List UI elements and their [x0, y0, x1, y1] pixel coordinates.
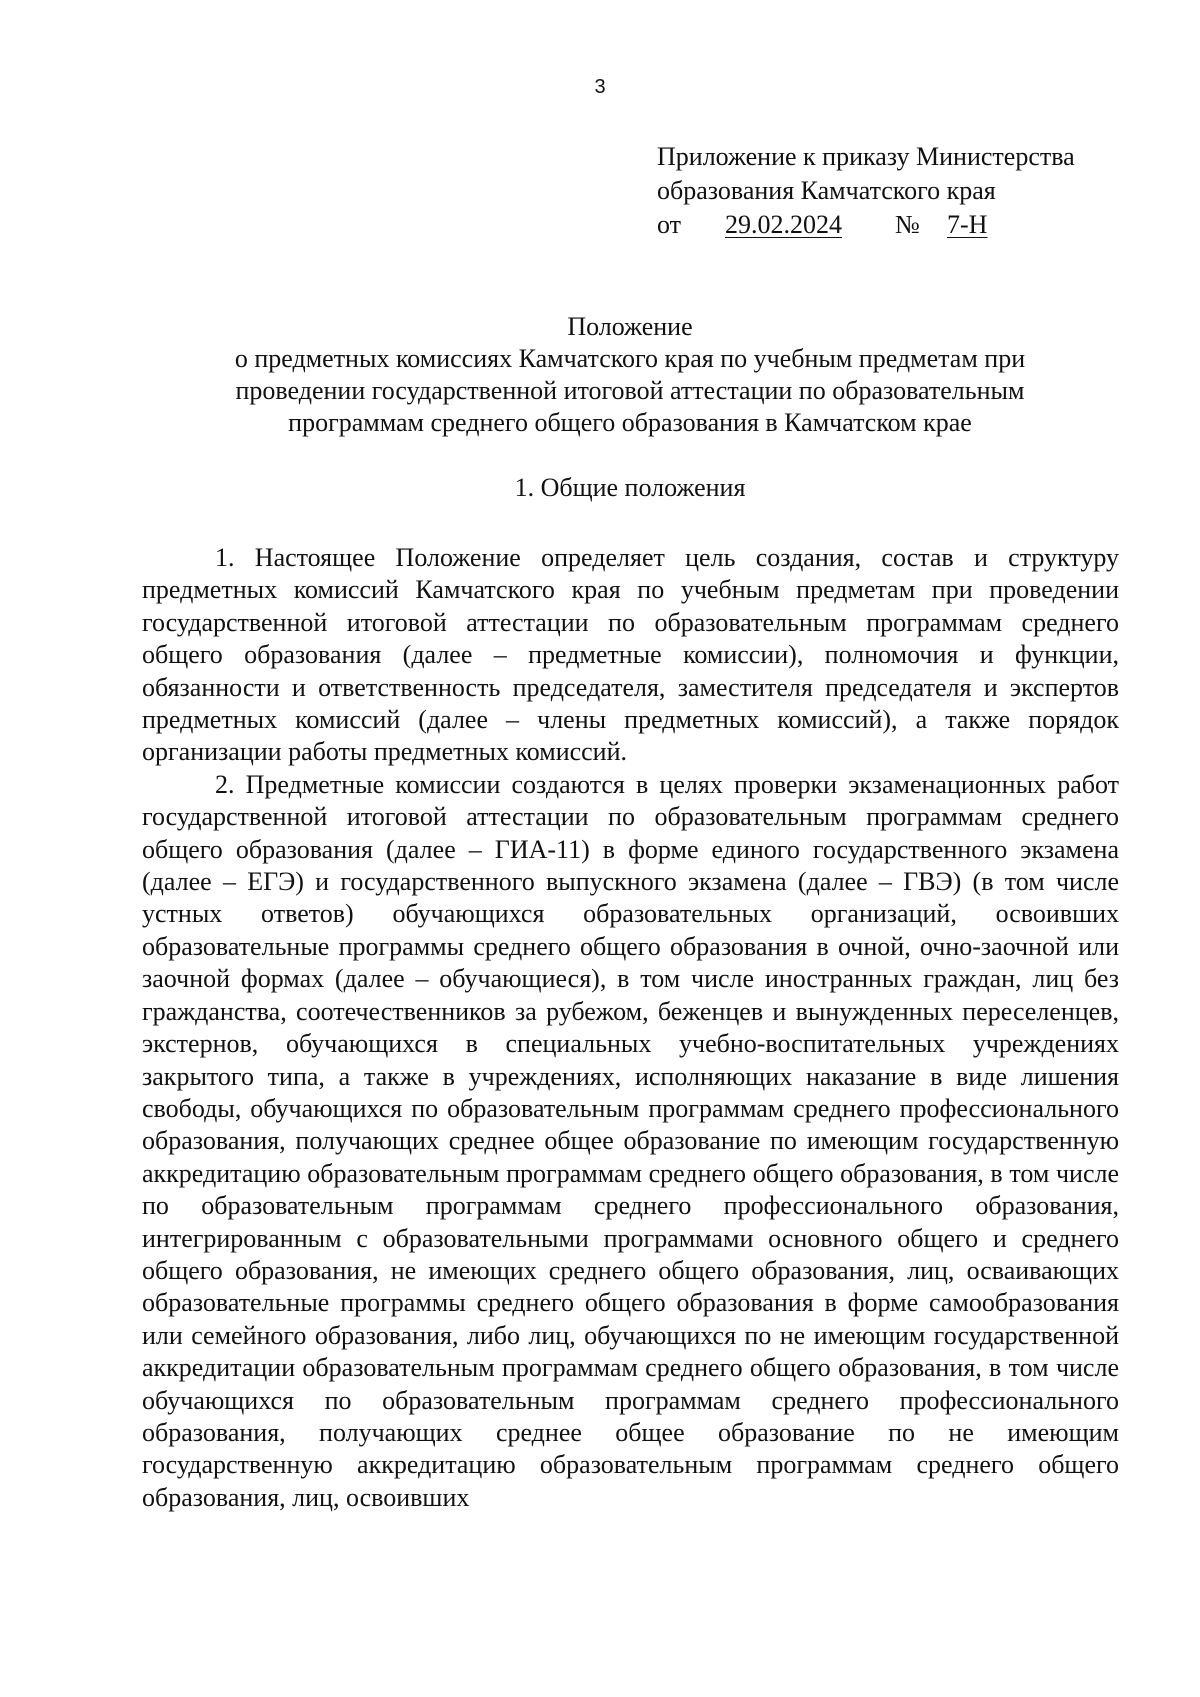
title-line-2: о предметных комиссиях Камчатского края по учебным предметам при: [234, 344, 1026, 373]
section-heading: 1. Общие положения: [514, 473, 746, 502]
appendix-header: [657, 140, 1075, 242]
paragraph-2: 2. Предметные комиссии создаются в целях проверки экзаменационных работ государственной итоговой аттестации по образовательным программам среднего общего образования (далее – ГИА-11) в форме единого государственного экзамена (далее – ЕГЭ) и государственного выпускного экзамена (далее – ГВЭ) (в том числе устных ответов) обучающихся образовательных организаций, освоивших образовательные программы среднего общего образования в очной, очно-заочной или заочной формах (далее – обучающиеся), в том числе иностранных граждан, лиц без гражданства, соотечественников за рубежом, беженцев и вынужденных переселенцев, экстернов, обучающихся в специальных учебно-воспитательных учреждениях закрытого типа, а также в учреждениях, исполняющих наказание в виде лишения свободы, обучающихся по образовательным программам среднего профессионального образования, получающих среднее общее образование по имеющим государственную аккредитацию образовательным программам среднего общего образования, в том числе по образовательным программам среднего профессионального образования, интегрированным с образовательными программами основного общего и среднего общего образования, не имеющих среднего общего образования, лиц, осваивающих образовательные программы среднего общего образования в форме самообразования или семейного образования, либо лиц, обучающихся по не имеющим государственной аккредитации образовательным программам среднего общего образования, в том числе обучающихся по образовательным программам среднего профессионального образования, получающих среднее общее образование по не имеющим государственную аккредитацию образовательным программам среднего общего образования, лиц, освоивших: [142, 769, 1119, 1512]
appendix-date-row: [657, 208, 1075, 242]
paragraph-1: 1. Настоящее Положение определяет цель создания, состав и структуру предметных комиссий Камчатского края по учебным предметам при проведении государственной итоговой аттестации по образовательным программам среднего общего образования (далее – предметные комиссии), полномочия и функции, обязанности и ответственность председателя, заместителя председателя и экспертов предметных комиссий (далее – члены предметных комиссий), а также порядок организации работы предметных комиссий.: [142, 543, 1119, 767]
title-line-1: Положение: [567, 312, 693, 341]
page-number: 3: [594, 76, 606, 98]
document-body: [142, 542, 1119, 1514]
appendix-number-sign: №: [895, 210, 920, 239]
appendix-number: 7-Н: [947, 210, 988, 239]
appendix-date: 29.02.2024: [725, 210, 842, 239]
appendix-from-label: от: [657, 210, 682, 239]
title-line-4: программам среднего общего образования в Камчатском крае: [288, 408, 972, 437]
title-line-3: проведении государственной итоговой аттестации по образовательным: [235, 376, 1025, 405]
appendix-line-2: образования Камчатского края: [657, 176, 996, 205]
appendix-line-1: Приложение к приказу Министерства: [657, 142, 1075, 171]
document-title: [140, 311, 1120, 439]
